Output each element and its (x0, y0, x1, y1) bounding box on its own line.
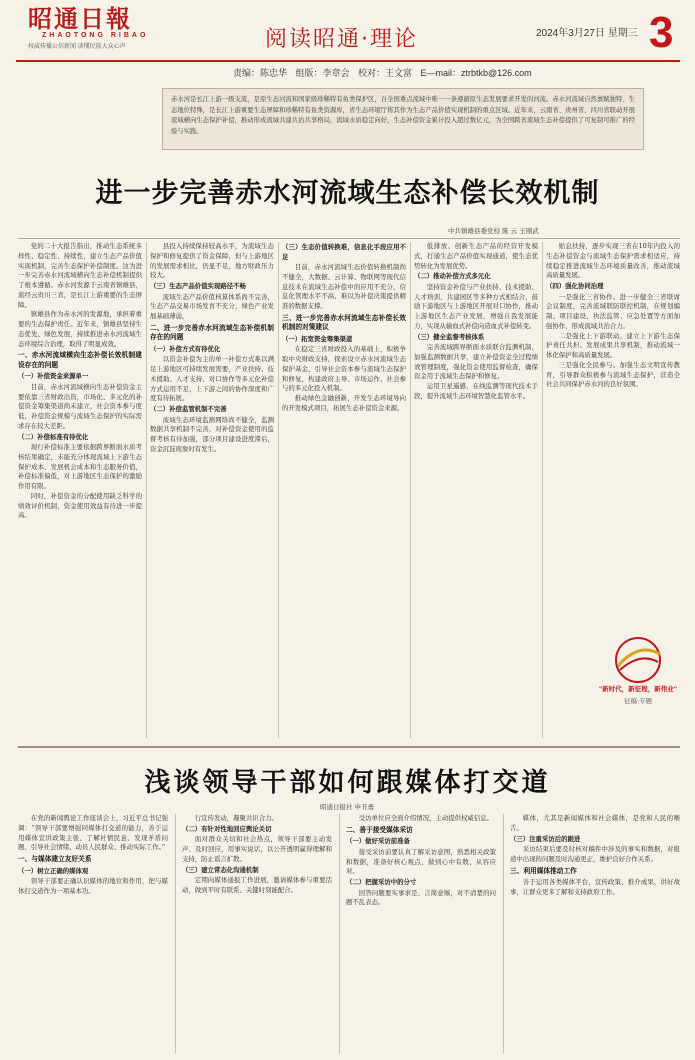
subheading: 二、善于接受媒体采访 (346, 825, 413, 834)
paragraph: 面对群众关切和社会热点，领导干部要主动发声、及时回应，用事实说话，以公开透明赢得理解和支持，防止谣言扩散。 (182, 835, 332, 863)
article1-top-rule (18, 238, 680, 239)
subheading: （一）补偿资金来源单一 (18, 372, 89, 381)
column-divider (278, 242, 279, 738)
article2-headline: 浅谈领导干部如何跟媒体打交道 (144, 768, 551, 798)
staff-line: 责编：陈忠华 组版：李章会 校对：王文富 E—mail：ztrbtkb@126.com (233, 68, 532, 78)
article2-byline: 昭通日报社 申丑勇 (320, 803, 375, 811)
page-number: 3 (649, 8, 674, 57)
paragraph: 党的二十大报告指出，推动生态系统多样性、稳定性、持续性，建立生态产品价值实现机制，完善生态保护补偿制度。这为进一步完善赤水河流域横向生态补偿机制提供了根本遵循。赤水河发源于云南省镇雄县，流经云贵川三省，是长江上游重要的生态屏障。 (18, 242, 142, 309)
paragraph: 坚持资金补偿与产业扶持、技术援助、人才培训、共建园区等多种方式相结合，鼓励下游地区与上游地区开展对口协作，推动上游地区生态产业发展，增强自我发展能力，实现从输血式补偿向造血式补偿转变。 (414, 282, 538, 330)
subheading: （二）补偿标准有待优化 (18, 432, 89, 441)
subheading: 一、赤水河流域横向生态补偿长效机制建设存在的问题 (18, 351, 142, 369)
column-divider (146, 242, 147, 738)
article1-headline: 进一步完善赤水河流域生态补偿长效机制 (95, 178, 600, 209)
subheading: （一）做好采访前准备 (346, 837, 410, 846)
column-divider (339, 814, 340, 1054)
subheading: （一）树立正确的媒体观 (18, 866, 89, 875)
paragraph: 定期向媒体通报工作进展，邀请媒体参与重要活动，做到平时有联系、关键时刻能配合。 (182, 876, 332, 894)
logo-slogan: 权威传播公信新闻 读懂民族大众心声 (28, 44, 126, 50)
subheading: （二）把握采访中的分寸 (346, 878, 417, 886)
paragraph: 接受采访前要认真了解采访意图，熟悉相关政策和数据，准备好核心观点，做到心中有数、从容应对。 (346, 847, 496, 876)
subheading: 三、利用媒体推动工作 (510, 866, 577, 875)
subheading: 三、进一步完善赤水河流域生态补偿长效机制的对策建议 (282, 313, 406, 332)
paragraph: 贴息扶持，逐步实现三省在10年内投入的生态补偿资金与流域生态保护需求相适应，持续稳定推进流域生态环境质量改善，推动流域高质量发展。 (546, 242, 680, 280)
section-divider (18, 746, 680, 748)
article1-column-4 (414, 242, 538, 738)
subheading: （三）注重采访后的跟进 (510, 834, 581, 843)
paragraph: 媒体，尤其是新闻媒体和社会媒体，是党和人民的喉舌。 (510, 814, 680, 832)
article2-column-3 (346, 814, 496, 1054)
paragraph: 目前，赤水河流域横向生态补偿资金主要依靠三省财政出资，市场化、多元化的补偿资金筹集渠道尚未建立，社会资本参与度低，补偿资金规模与流域生态保护的实际需求存在较大差距。 (18, 382, 142, 430)
article1-column-1 (18, 242, 142, 738)
masthead-divider (16, 60, 680, 62)
subheading: （三）生态产品价值实现路径不畅 (150, 282, 246, 290)
paragraph: 同时，补偿资金的分配使用缺乏科学的绩效评价机制，资金使用效益有待进一步提高。 (18, 491, 142, 520)
logo-chinese: 昭通日報 (28, 4, 132, 33)
subheading: （二）补偿监管机制不完善 (150, 405, 227, 413)
paragraph: 采访结束后要及时核对稿件中涉及的事实和数据，对报道中出现的问题及时沟通更正，维护良好合作关系。 (510, 845, 680, 863)
paragraph: 目前，赤水河流域生态价值转换机制尚不健全，大数据、云计算、物联网等现代信息技术在流域生态补偿中的应用不充分，信息化管理水平不高，难以为补偿决策提供精准的数据支撑。 (282, 263, 406, 310)
article1-byline: 中共镇雄县委党校 陈 云 王刚武 (448, 227, 539, 235)
paragraph: 镇雄县作为赤水河的发源地，承担着重要的生态保护责任。近年来，镇雄县坚持生态优先、绿色发展，持续推进赤水河流域生态环境综合治理，取得了明显成效。 (18, 310, 142, 348)
paragraph: 以资金补偿为主的单一补偿方式难以满足上游地区可持续发展需要，产业扶持、技术援助、人才支持、对口协作等多元化补偿方式运用不足，上下游之间的协作深度和广度有待拓展。 (150, 355, 274, 403)
subheading: （三）生态价值转换难，信息化手段应用不足 (282, 243, 406, 261)
column-divider (175, 814, 176, 1054)
subheading: （一）补偿方式有待优化 (150, 344, 221, 353)
paragraph: 善于运用各类媒体平台，宣传政策、推介成果、讲好故事，让群众更多了解和支持政府工作。 (510, 878, 680, 896)
campaign-badge (588, 636, 688, 718)
paragraph: 流域生态环境监测网络尚不健全，监测数据共享机制不完善，对补偿资金使用的监督考核有待加强，部分项目建设进度滞后，资金沉淀现象时有发生。 (150, 415, 274, 453)
paragraph: 在稳定三省财政投入的基础上，积极争取中央财政支持，探索设立赤水河流域生态保护基金，引导社会资本参与流域生态保护和修复，构建政府主导、市场运作、社会参与的多元化投入机制。 (282, 345, 406, 393)
paragraph: 流域生态产品价值核算体系尚不完善，生态产品交易市场发育不充分，绿色产业发展基础薄弱， (150, 292, 274, 320)
column-divider (542, 242, 543, 738)
subheading: （三）建立常态化沟通机制 (182, 865, 259, 874)
article1-column-3 (282, 242, 406, 738)
paragraph: 在党的新闻舆论工作座谈会上，习近平总书记强调：“领导干部要增强同媒体打交道的能力，善于运用媒体宣讲政策主张、了解社情民意、发现矛盾问题、引导社会情绪、动员人民群众、推动实际工作。” (18, 814, 168, 852)
badge-subtext: 征稿·专题 (623, 697, 653, 705)
paragraph: 一是强化三省协作。进一步健全三省联席会议制度，完善流域联防联控机制，在规划编制、项目建设、执法监管、应急处置等方面加强协作，形成流域共治合力。 (546, 292, 680, 330)
subheading: （四）强化协同治理 (546, 282, 604, 290)
paragraph: 受访单位应全面介绍情况，主动提供权威信息。 (358, 814, 493, 822)
badge-swoosh-icon (588, 636, 688, 684)
paragraph: 推动绿色金融创新，开发生态环境导向的开发模式项目，拓展生态补偿资金来源。 (282, 394, 406, 412)
masthead (0, 0, 695, 62)
logo-english: ZHAOTONG RIBAO (42, 32, 149, 39)
badge-text: "新时代，新征程，新伟业" (598, 685, 678, 693)
subheading: （二）推动补偿方式多元化 (414, 272, 491, 281)
paragraph: 完善流域跨界断面水质联合监测机制，加强监测数据共享，建立补偿资金全过程绩效管理制度，强化资金使用监督检查，确保资金用于流域生态保护和修复。 (414, 343, 538, 381)
paragraph: 现行补偿标准主要依据跨界断面水质考核结果确定，未能充分体现流域上下游生态保护成本、发展机会成本和生态服务价值，补偿标准偏低，对上游地区生态保护的激励作用有限。 (18, 443, 142, 490)
article2-column-1 (18, 814, 168, 1054)
article2-column-2 (182, 814, 332, 1054)
column-divider (410, 242, 411, 738)
article1-column-5 (546, 242, 680, 634)
subheading: 一、与媒体建立友好关系 (18, 855, 92, 863)
paragraph: 三是强化全民参与。加强生态文明宣传教育，引导群众积极参与流域生态保护，营造全社会共同保护赤水河的良好氛围。 (546, 360, 680, 389)
section-title: 阅读昭通·理论 (265, 27, 418, 52)
paragraph: 低排放、创新生态产品的经营开发模式，打通生态产品价值实现通道，使生态优势转化为发展优势。 (414, 242, 538, 270)
paragraph: 二是强化上下游联动。建立上下游生态保护责任共担、发展成果共享机制，推动流域一体化保护和高质量发展。 (546, 331, 680, 359)
paragraph: 领导干部要正确认识媒体的地位和作用，把与媒体打交道作为一项基本功。 (18, 877, 168, 895)
subheading: （二）有针对性地回应舆论关切 (182, 824, 272, 833)
intro-box: 赤水河是长江上游一级支流，是原生态河流和国家级珍稀特有鱼类保护区，自全国重点流域中唯一一条遵循原生态发展要求开发的河流。赤水河流域自然禀赋独特、生态地位特殊，是长江上游重要生态屏障和珍稀特有鱼类资源库，省生态环境厅将其作为生态产品价值实现机制的重点区域。近年来，云南省、贵州省、四川省联动开展流域横向生态保护补偿，推动形成流域共建共治共享格局，流域水质稳定向好，生态补偿资金累计投入超过数亿元，为全国跨省流域生态补偿提供了可复制可推广的经验与实践。 (162, 88, 644, 150)
issue-date: 2024年3月27日 星期三 (536, 28, 638, 39)
article1-column-2 (150, 242, 274, 738)
newspaper-logo (28, 6, 178, 54)
subheading: （三）健全监督考核体系 (414, 332, 485, 341)
subheading: 二、进一步完善赤水河流域生态补偿机制存在的问题 (150, 323, 274, 342)
paragraph: 县投入持续保持较高水平，为流域生态保护和修复提供了资金保障，但与上游地区的发展需求相比，仍显不足，地方财政压力较大。 (150, 242, 274, 280)
paragraph: 回答问题要实事求是、言简意赅，对不清楚的问题不乱表态。 (346, 888, 496, 907)
paragraph: 运用卫星遥感、在线监测等现代技术手段，提升流域生态环境智慧化监管水平。 (414, 382, 538, 400)
paragraph: 行宣传发动，凝聚共识合力。 (194, 814, 278, 822)
subheading: （一）拓宽资金筹集渠道 (282, 334, 353, 343)
article2-column-4 (510, 814, 680, 1054)
column-divider (503, 814, 504, 1054)
